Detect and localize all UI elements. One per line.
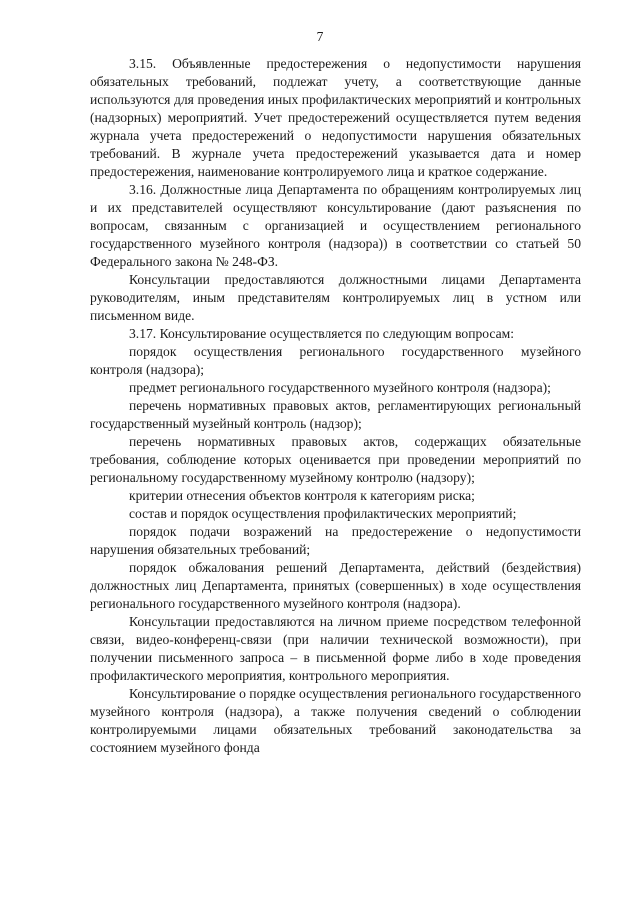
- paragraph-consultations-form: Консультации предоставляются должностными лицами Департамента руководителям, иным представителям контролируемых лиц в устном или письменном виде.: [90, 272, 581, 323]
- paragraph-consultation-topics: Консультирование о порядке осуществления регионального государственного музейного контроля (надзора), а также получения сведений о соблюдении контролируемыми лицами обязательных требований законодательства за состоянием музейного фонда: [90, 686, 581, 755]
- page-number: 7: [316, 29, 324, 44]
- list-item-appeals: порядок обжалования решений Департамента, действий (бездействия) должностных лиц Департамента, принятых (совершенных) в ходе осуществления регионального государственного музейного контроля (надзора).: [90, 560, 581, 611]
- paragraph-3-17: 3.17. Консультирование осуществляется по следующим вопросам:: [129, 326, 515, 341]
- list-item-control-procedure: порядок осуществления регионального государственного музейного контроля (надзора);: [90, 344, 581, 377]
- paragraph-consultation-channels: Консультации предоставляются на личном приеме посредством телефонной связи, видео-конференц-связи (при наличии технической возможности), при получении письменного запроса – в письменной форме либо в ходе проведения профилактического мероприятия, контрольного мероприятия.: [90, 614, 581, 683]
- document-body: [90, 55, 581, 757]
- list-item-objections: порядок подачи возражений на предостережение о недопустимости нарушения обязательных требований;: [90, 524, 581, 557]
- list-item-preventive-measures: состав и порядок осуществления профилактических мероприятий;: [129, 506, 517, 521]
- list-item-regulating-acts: перечень нормативных правовых актов, регламентирующих региональный государственный музейный контроль (надзор);: [90, 398, 581, 431]
- list-item-risk-criteria: критерии отнесения объектов контроля к категориям риска;: [129, 488, 475, 503]
- list-item-control-subject: предмет регионального государственного музейного контроля (надзора);: [129, 380, 551, 395]
- paragraph-3-16: 3.16. Должностные лица Департамента по обращениям контролируемых лиц и их представителей осуществляют консультирование (дают разъяснения по вопросам, связанным с организацией и осуществлением регионального государственного музейного контроля (надзора)) в соответствии со статьей 50 Федерального закона № 248-ФЗ.: [90, 182, 581, 269]
- list-item-requirement-acts: перечень нормативных правовых актов, содержащих обязательные требования, соблюдение которых оценивается при проведении мероприятий по региональному государственному музейному контролю (надзору);: [90, 434, 581, 485]
- paragraph-3-15: 3.15. Объявленные предостережения о недопустимости нарушения обязательных требований, подлежат учету, а соответствующие данные используются для проведения иных профилактических мероприятий и контрольных (надзорных) мероприятий. Учет предостережений осуществляется путем ведения журнала учета предостережений о недопустимости нарушения обязательных требований. В журнале учета предостережений указывается дата и номер предостережения, наименование контролируемого лица и краткое содержание.: [90, 56, 581, 179]
